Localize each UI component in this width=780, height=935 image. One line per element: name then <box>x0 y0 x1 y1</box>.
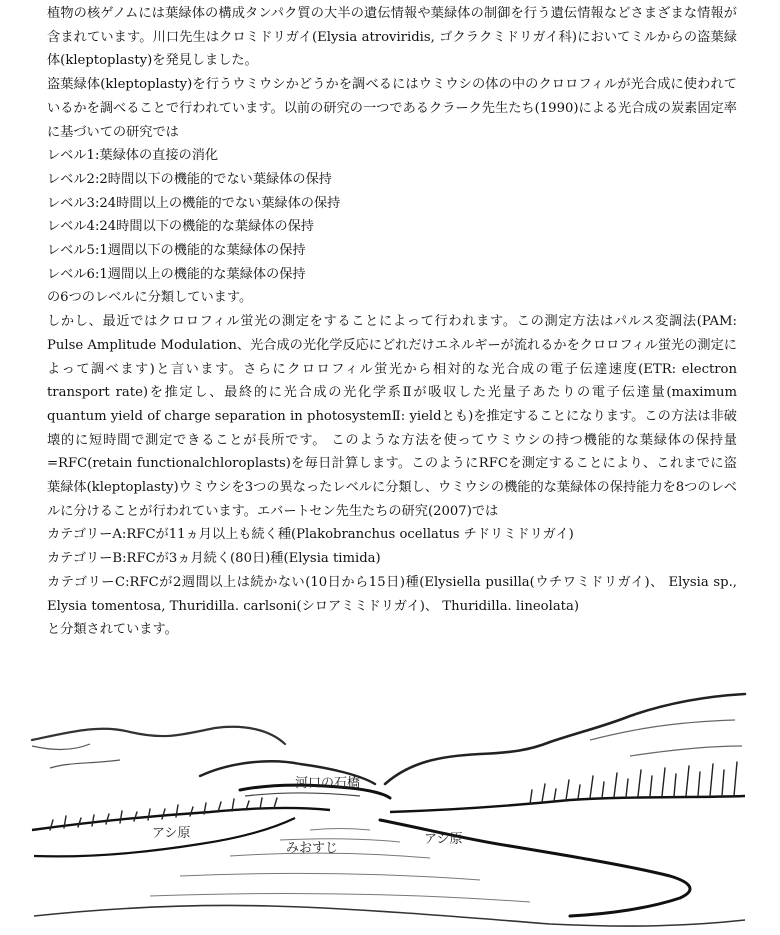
closing-line: と分類されています。 <box>47 622 178 638</box>
label-stone-bridge: 河口の石橋 <box>295 776 361 791</box>
estuary-sketch-drawing <box>30 680 750 930</box>
document-body <box>47 2 737 642</box>
label-channel: みおすじ <box>286 841 339 856</box>
bridge-deck <box>245 793 360 796</box>
levels-summary: の6つのレベルに分類しています。 <box>47 290 253 306</box>
level-6: レベル6:1週間以上の機能的な葉緑体の保持 <box>47 266 306 282</box>
level-5: レベル5:1週間以下の機能的な葉緑体の保持 <box>47 243 306 259</box>
label-reeds-right: アシ原 <box>424 832 463 847</box>
hill-right-line <box>385 694 745 784</box>
level-1: レベル1:葉緑体の直接の消化 <box>47 148 219 164</box>
reeds-right-top <box>390 796 745 812</box>
level-4: レベル4:24時間以下の機能的な葉緑体の保持 <box>47 219 314 235</box>
hill-right-shade <box>590 720 742 756</box>
label-reeds-left: アシ原 <box>152 826 191 841</box>
category-c: カテゴリーC:RFCが2週間以上は続かない(10日から15日)種(Elysiella pusilla(ウチワミドリガイ)、 Elysia sp., Elysia tomentosa, Thuridilla. carlsoni(シロアミミドリガイ)、 Thuridilla. lineolata) <box>47 574 737 614</box>
level-2: レベル2:2時間以下の機能的でない葉緑体の保持 <box>47 171 332 187</box>
hill-left-line <box>32 727 285 744</box>
paragraph-pam-method: しかし、最近ではクロロフィル蛍光の測定をすることによって行われます。この測定方法はパルス変調法(PAM: Pulse Amplitude Modulation、光合成の光化学反応にどれだけエネルギーが流れるかをクロロフィル蛍光の測定によって調べます)と言います。さらにクロロフィル蛍光から相対的な光合成の電子伝達速度(ETR: electron transport rate)を推定し、最終的に光合成の光化学系Ⅱが吸収した光量子あたりの電子伝達量(maximum quantum yield of charge separation in photosystemⅡ: yieldとも)を推定することになります。この方法は非破壊的に短時間で測定できることが長所です。 このような方法を使ってウミウシの持つ機能的な葉緑体の保持量=RFC(retain functionalchloroplasts)を毎日計算します。このようにRFCを測定することにより、これまでに盗葉緑体(kleptoplasty)ウミウシを3つの異なったレベルに分類し、ウミウシの機能的な葉緑体の保持能力を8つのレベルに分けることが行われています。エバートセン先生たちの研究(2007)では <box>47 314 737 519</box>
category-a: カテゴリーA:RFCが11ヵ月以上も続く種(Plakobranchus ocellatus チドリミドリガイ) <box>47 527 574 543</box>
hill-left-shade <box>32 744 120 768</box>
paragraph-detection-method: 盗葉緑体(kleptoplasty)を行うウミウシかどうかを調べるにはウミウシの体の中のクロロフィルが光合成に使われているかを調べることで行われています。以前の研究の一つであるクラーク先生たち(1990)による光合成の炭素固定率に基づいての研究では <box>47 77 737 140</box>
paragraph-nuclear-genome: 植物の核ゲノムには葉緑体の構成タンパク質の大半の遺伝情報や葉緑体の制御を行う遺伝情報などさまざまな情報が含まれています。川口先生はクロミドリガイ(Elysia atroviridis, ゴクラクミドリガイ科)においてミルからの盗葉緑体(kleptoplasty)を発見しました。 <box>47 6 737 69</box>
category-b: カテゴリーB:RFCが3ヵ月続く(80日)種(Elysia timida) <box>47 551 381 567</box>
estuary-sketch <box>30 680 750 930</box>
level-3: レベル3:24時間以上の機能的でない葉緑体の保持 <box>47 195 341 211</box>
